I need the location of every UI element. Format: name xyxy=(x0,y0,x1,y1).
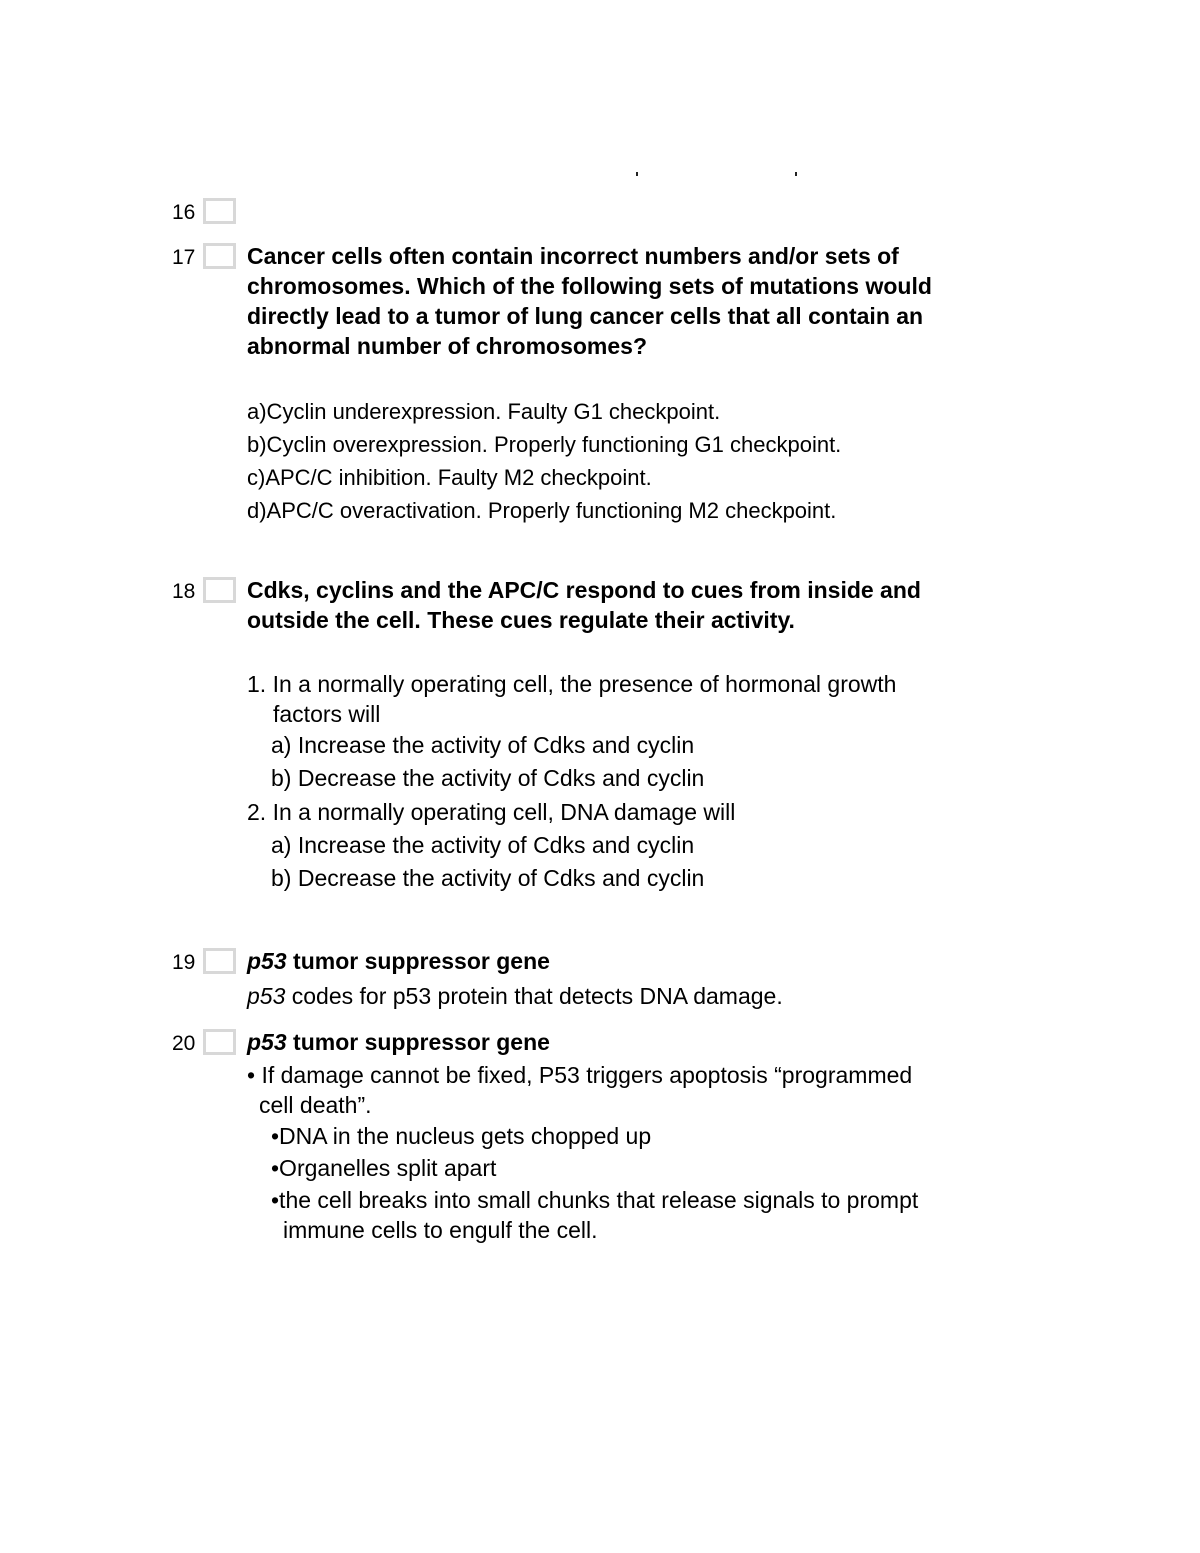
slide-thumbnail[interactable] xyxy=(203,577,236,603)
question-list xyxy=(247,669,1047,895)
slide-title xyxy=(247,575,1047,635)
slide-content xyxy=(247,575,1047,895)
title-line: Cdks, cyclins and the APC/C respond to cues from inside and xyxy=(247,577,921,603)
title-line: directly lead to a tumor of lung cancer cells that all contain an xyxy=(247,303,924,329)
gene-name: p53 xyxy=(247,1029,287,1055)
question-option: a) Increase the activity of Cdks and cyclin xyxy=(271,732,695,758)
sub-bullet-item xyxy=(247,1184,1047,1244)
bullet-text: • If damage cannot be fixed, P53 triggers apoptosis “programmed xyxy=(247,1062,913,1088)
question-option: b) Decrease the activity of Cdks and cyclin xyxy=(271,765,705,791)
slide-body xyxy=(247,980,1047,1013)
stray-mark xyxy=(795,172,797,176)
question-option: a) Increase the activity of Cdks and cyclin xyxy=(271,832,695,858)
sub-bullet-text: immune cells to engulf the cell. xyxy=(283,1217,598,1243)
answer-option: c)APC/C inhibition. Faulty M2 checkpoint. xyxy=(247,465,652,490)
bullet-item xyxy=(247,1060,1047,1120)
gene-name: p53 xyxy=(247,948,287,974)
sub-bullet-text: •DNA in the nucleus gets chopped up xyxy=(271,1123,652,1149)
slide-number: 17 xyxy=(172,246,196,269)
slide-number: 20 xyxy=(172,1032,196,1055)
slide-title xyxy=(247,241,1047,361)
question-option: b) Decrease the activity of Cdks and cyclin xyxy=(271,865,705,891)
title-line: outside the cell. These cues regulate their activity. xyxy=(247,607,795,633)
sub-bullet-item xyxy=(247,1120,1047,1152)
slide-thumbnail[interactable] xyxy=(203,198,236,224)
question-text: factors will xyxy=(273,701,381,727)
slide-thumbnail[interactable] xyxy=(203,243,236,269)
slide-title xyxy=(247,946,1047,976)
sub-bullet-text: •Organelles split apart xyxy=(271,1155,497,1181)
slide-number: 16 xyxy=(172,201,196,224)
question-text: 1. In a normally operating cell, the presence of hormonal growth xyxy=(247,671,897,697)
answer-option: d)APC/C overactivation. Properly functioning M2 checkpoint. xyxy=(247,498,837,523)
stray-mark xyxy=(636,172,638,176)
slide-thumbnail[interactable] xyxy=(203,948,236,974)
question-text: 2. In a normally operating cell, DNA damage will xyxy=(247,799,736,825)
slide-title xyxy=(247,1027,1047,1057)
answer-options xyxy=(247,395,1047,527)
slide-content xyxy=(247,946,1047,1013)
gene-name: p53 xyxy=(247,983,286,1009)
bullet-text: cell death”. xyxy=(259,1092,372,1118)
answer-option: b)Cyclin overexpression. Properly functioning G1 checkpoint. xyxy=(247,432,842,457)
slide-number: 18 xyxy=(172,580,196,603)
slide-content xyxy=(247,241,1047,527)
title-line: Cancer cells often contain incorrect numbers and/or sets of xyxy=(247,243,899,269)
slide-content xyxy=(247,1027,1047,1244)
slide-number: 19 xyxy=(172,951,196,974)
slide-thumbnail[interactable] xyxy=(203,1029,236,1055)
title-line: abnormal number of chromosomes? xyxy=(247,333,648,359)
sub-bullet-text: •the cell breaks into small chunks that release signals to prompt xyxy=(271,1187,919,1213)
title-line: chromosomes. Which of the following sets of mutations would xyxy=(247,273,932,299)
title-text: tumor suppressor gene xyxy=(286,948,550,974)
answer-option: a)Cyclin underexpression. Faulty G1 checkpoint. xyxy=(247,399,721,424)
sub-bullet-item xyxy=(247,1152,1047,1184)
body-text: codes for p53 protein that detects DNA damage. xyxy=(285,983,783,1009)
title-text: tumor suppressor gene xyxy=(286,1029,550,1055)
